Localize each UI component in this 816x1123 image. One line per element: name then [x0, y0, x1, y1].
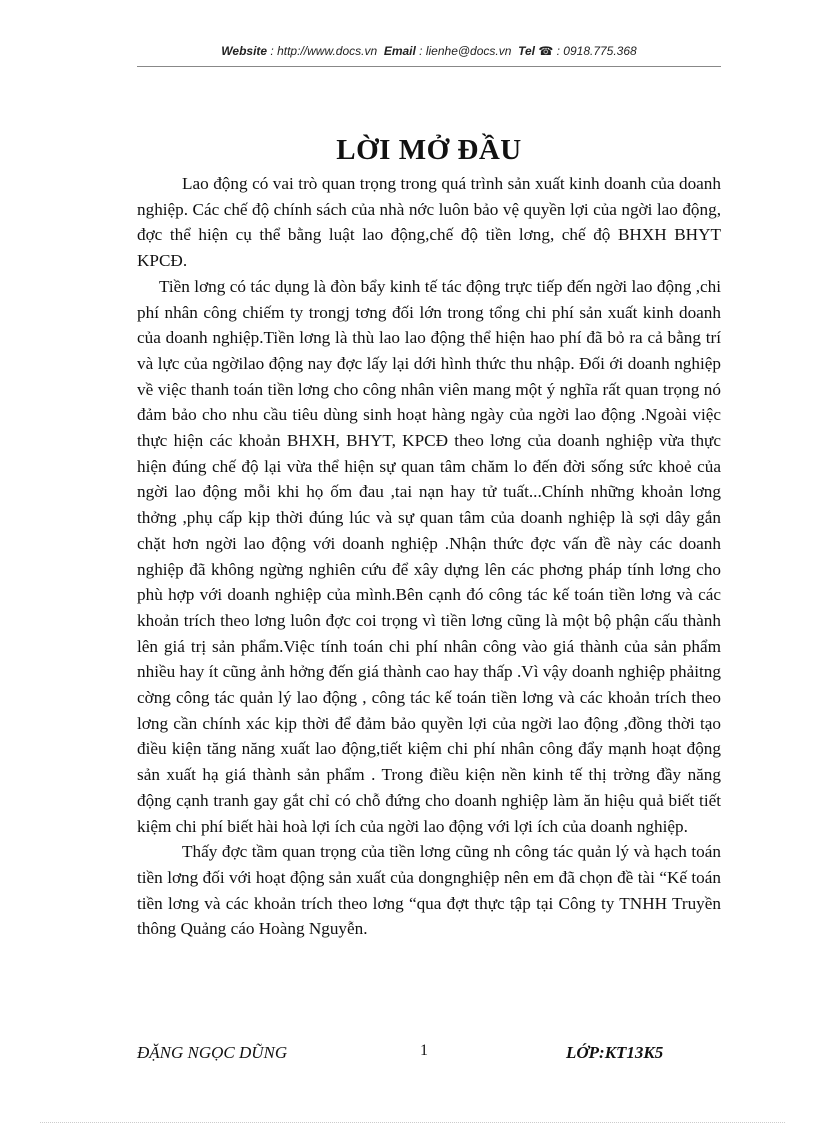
paragraph-conclusion: Thấy đợc tầm quan trọng của tiền lơng cũng nh công tác quản lý và hạch toán tiền lơng đối với hoạt động sản xuất của dongnghiệp nên em đã chọn đề tài “Kế toán tiền lơng và các khoản trích theo lơng “qua đợt thực tập tại Công ty TNHH Truyền thông Quảng cáo Hoàng Nguyễn.: [137, 842, 721, 939]
document-body: [137, 171, 721, 942]
page-header: [137, 44, 721, 58]
header-divider: [137, 66, 721, 67]
footer-class: LỚP:KT13K5: [566, 1043, 664, 1062]
website-label: Website: [221, 44, 268, 58]
paragraph-intro: Lao động có vai trò quan trọng trong quá trình sản xuất kinh doanh của doanh nghiệp. Các chế độ chính sách của nhà nớc luôn bảo vệ quyền lợi của ngời lao động, đợc thể hiện cụ thể bằng luật lao động,chế độ tiền lơng, chế độ BHXH BHYT KPCĐ.: [137, 174, 721, 271]
paragraph-main: Tiền lơng có tác dụng là đòn bẩy kinh tế tác động trực tiếp đến ngời lao động ,chi phí nhân công chiếm ty trongj tơng đối lớn trong tổng chi phí sản xuất kinh doanh của doanh nghiệp.Tiền lơng là thù lao lao động thể hiện hao phí đã bỏ ra cả bằng trí và lực của ngờilao động nay đợc lấy lại dới hình thức thu nhập. Đối ới doanh nghiệp về việc thanh toán tiền lơng cho công nhân viên mang một ý nghĩa rất quan trọng nó đảm bảo cho nhu cầu tiêu dùng sinh hoạt hàng ngày của ngời lao động .Ngoài việc thực hiện các khoản BHXH, BHYT, KPCĐ theo lơng của doanh nghiệp vừa thực hiện đúng chế độ lại vừa thể hiện sự quan tâm chăm lo đến đời sống sức khoẻ của ngời lao động mỗi khi họ ốm đau ,tai nạn hay tử tuất...Chính những khoản lơng thởng ,phụ cấp kịp thời đúng lúc và sự quan tâm của doanh nghiệp là sợi dây gắn chặt hơn ngời lao động với doanh nghiệp .Nhận thức đợc vấn đề này các doanh nghiệp đã không ngừng nghiên cứu để xây dựng lên các phơng pháp tính lơng cho phù hợp với doanh nghiệp của mình.Bên cạnh đó công tác kế toán tiền lơng và các khoản trích theo lơng luôn đợc coi trọng vì tiền lơng cũng là một bộ phận cấu thành lên giá trị sản phẩm.Việc tính toán chi phí nhân công vào giá thành của sản phẩm nhiều hay ít cũng ảnh hởng đến giá thành cao hay thấp .Vì vậy doanh nghiệp phảitng cờng công tác quản lý lao động , công tác kế toán tiền lơng và các khoản trích theo lơng cần chính xác kịp thời để đảm bảo quyền lợi của ngời lao động ,đồng thời tạo điều kiện tăng năng xuất lao động,tiết kiệm chi phí nhân công đẩy mạnh hoạt động sản xuất hạ giá thành sản phẩm . Trong điều kiện nền kinh tế thị trờng đầy năng động cạnh tranh gay gắt chỉ có chỗ đứng cho doanh nghiệp làm ăn hiệu quả biết tiết kiệm chi phí biết hài hoà lợi ích của ngời lao động với lợi ích của doanh nghiệp.: [137, 276, 721, 836]
footer-author: ĐẶNG NGỌC DŨNG: [137, 1043, 288, 1062]
tel-value: : 0918.775.368: [556, 44, 637, 58]
page-title: LỜI MỞ ĐẦU: [336, 134, 522, 166]
footer-page-number: 1: [420, 1042, 428, 1059]
phone-icon: ☎: [538, 44, 554, 58]
email-value: : lienhe@docs.vn: [419, 44, 512, 58]
tel-label: Tel: [518, 44, 535, 58]
website-value: : http://www.docs.vn: [270, 44, 378, 58]
email-label: Email: [383, 44, 416, 58]
